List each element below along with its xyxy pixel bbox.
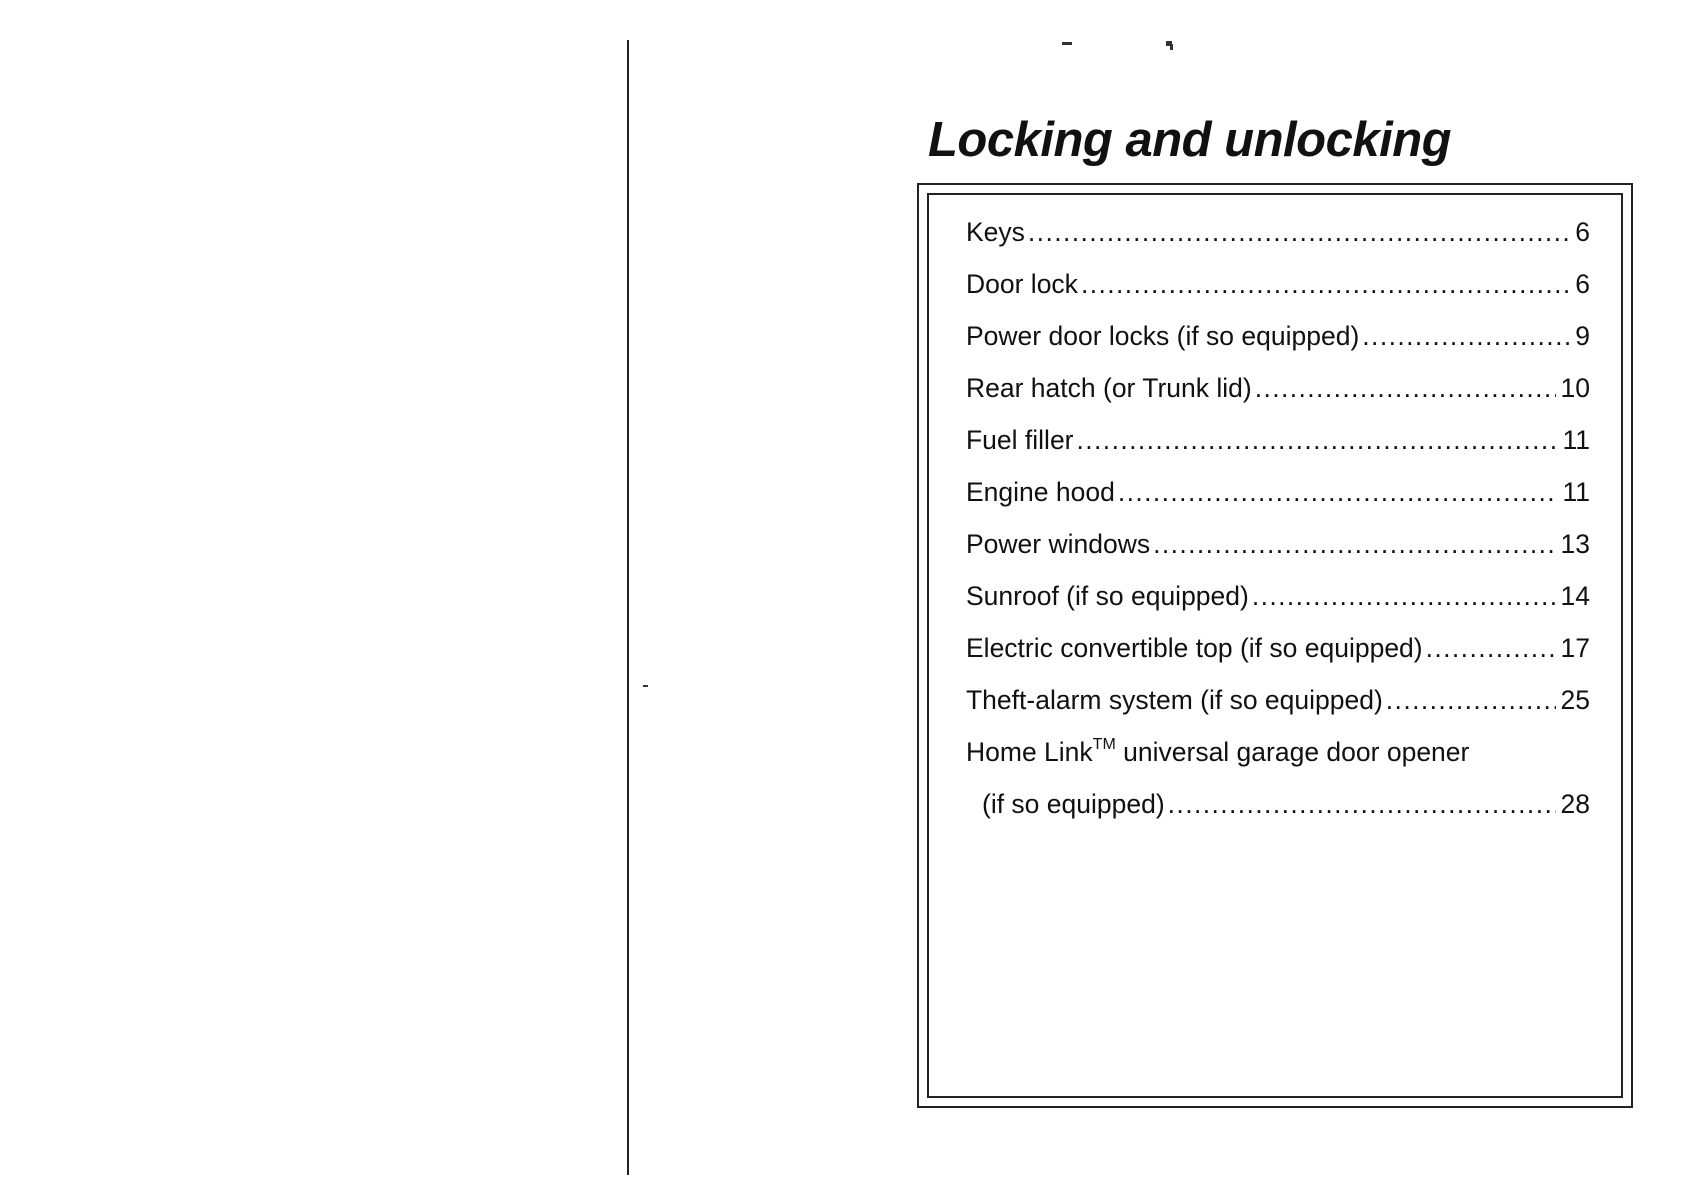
page-gutter-line (627, 40, 629, 1175)
toc-dot-leader (1426, 622, 1556, 674)
toc-entry-label: Keys (966, 217, 1025, 247)
toc-dot-leader (1255, 362, 1556, 414)
toc-dot-leader (1118, 466, 1558, 518)
toc-entry-label: Sunroof (if so equipped) (966, 581, 1249, 611)
toc-entry-label: Rear hatch (or Trunk lid) (966, 373, 1252, 403)
toc-entry-label: Fuel filler (966, 425, 1074, 455)
toc-dot-leader (1362, 310, 1570, 362)
trademark-mark: TM (1092, 736, 1116, 753)
toc-entry-power-windows[interactable] (966, 518, 1590, 570)
toc-page-number: 11 (1562, 425, 1590, 455)
toc-entry-power-door-locks[interactable] (966, 310, 1590, 362)
toc-entry-keys[interactable] (966, 206, 1590, 258)
toc-page-number: 11 (1562, 477, 1590, 507)
toc-entry-label: Power windows (966, 529, 1151, 559)
toc-entry-door-lock[interactable] (966, 258, 1590, 310)
table-of-contents (966, 206, 1590, 830)
scan-speck (1170, 44, 1173, 50)
toc-dot-leader (1168, 778, 1556, 830)
toc-page-number: 17 (1560, 633, 1590, 663)
toc-dot-leader (1252, 570, 1556, 622)
toc-dot-leader (1386, 674, 1556, 726)
homelink-name: Home Link (966, 737, 1093, 767)
scan-speck (1062, 42, 1072, 45)
toc-entry-label: Door lock (966, 269, 1078, 299)
scan-speck (643, 685, 648, 687)
toc-dot-leader (1028, 206, 1570, 258)
toc-page-number: 9 (1575, 321, 1590, 351)
toc-page-number: 28 (1560, 789, 1590, 819)
toc-entry-homelink-continuation[interactable] (966, 778, 1590, 830)
toc-entry-sunroof[interactable] (966, 570, 1590, 622)
toc-entry-label (966, 726, 1469, 778)
toc-entry-label: Theft-alarm system (if so equipped) (966, 685, 1383, 715)
toc-dot-leader (1081, 258, 1570, 310)
toc-page-number: 25 (1560, 685, 1590, 715)
toc-entry-engine-hood[interactable] (966, 466, 1590, 518)
toc-page-number: 14 (1560, 581, 1590, 611)
toc-page-number: 6 (1575, 217, 1590, 247)
toc-entry-label: Power door locks (if so equipped) (966, 321, 1360, 351)
toc-entry-convertible-top[interactable] (966, 622, 1590, 674)
toc-entry-homelink[interactable] (966, 726, 1590, 778)
toc-entry-label: Engine hood (966, 477, 1115, 507)
toc-dot-leader (1077, 414, 1558, 466)
toc-page-number: 13 (1560, 529, 1590, 559)
toc-entry-label: Electric convertible top (if so equipped) (966, 633, 1423, 663)
toc-dot-leader (1153, 518, 1555, 570)
homelink-description: universal garage door opener (1115, 737, 1470, 767)
toc-entry-fuel-filler[interactable] (966, 414, 1590, 466)
toc-entry-theft-alarm[interactable] (966, 674, 1590, 726)
toc-entry-rear-hatch[interactable] (966, 362, 1590, 414)
toc-entry-label: (if so equipped) (982, 789, 1165, 819)
toc-page-number: 6 (1575, 269, 1590, 299)
section-title: Locking and unlocking (928, 113, 1452, 167)
toc-page-number: 10 (1560, 373, 1590, 403)
